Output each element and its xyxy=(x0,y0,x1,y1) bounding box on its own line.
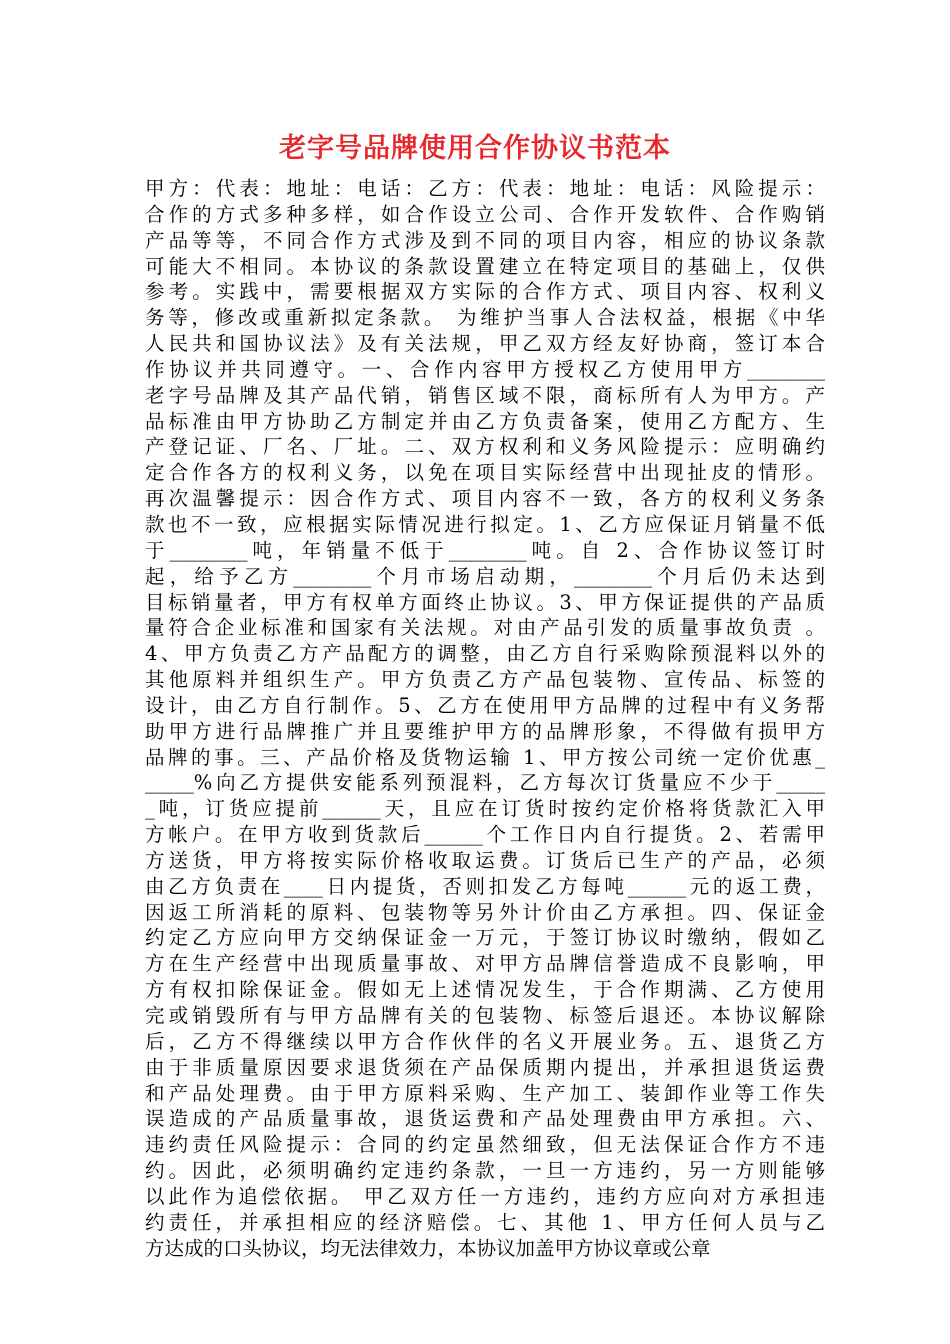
body-line: 务等，修改或重新拟定条款。 为维护当事人合法权益，根据《中华 xyxy=(145,306,825,330)
body-line: 后，乙方不得继续以甲方合作伙伴的名义开展业务。五、退货乙方 xyxy=(145,1029,825,1053)
body-line: 4、甲方负责乙方产品配方的调整，由乙方自行采购除预混料以外的 xyxy=(145,642,825,666)
body-line: 品标准由甲方协助乙方制定并由乙方负责备案，使用乙方配方、生 xyxy=(145,409,825,433)
body-line: 款也不一致，应根据实际情况进行拟定。1、乙方应保证月销量不低 xyxy=(145,512,825,536)
body-line: _____%向乙方提供安能系列预混料，乙方每次订货量应不少于_____ xyxy=(145,771,825,795)
body-line: 以此作为追偿依据。 甲乙双方任一方违约，违约方应向对方承担违 xyxy=(145,1184,825,1208)
body-line: 于________吨，年销量不低于________吨。自 2、合作协议签订时 xyxy=(145,538,825,562)
body-line: 误造成的产品质量事故，退货运费和产品处理费由甲方承担。六、 xyxy=(145,1107,825,1131)
body-line: 参考。实践中，需要根据双方实际的合作方式、项目内容、权利义 xyxy=(145,280,825,304)
body-line: 定合作各方的权利义务，以免在项目实际经营中出现扯皮的情形。 xyxy=(145,461,825,485)
body-line: 方帐户。在甲方收到货款后______个工作日内自行提货。2、若需甲 xyxy=(145,823,825,847)
document-body xyxy=(145,176,825,1261)
body-line: 完或销毁所有与甲方品牌有关的包装物、标签后退还。本协议解除 xyxy=(145,1004,825,1027)
body-line: 产品等等，不同合作方式涉及到不同的项目内容，相应的协议条款 xyxy=(145,228,825,252)
body-line: 作协议并共同遵守。一、合作内容甲方授权乙方使用甲方________ xyxy=(145,357,825,381)
body-line: 方在生产经营中出现质量事故、对甲方品牌信誉造成不良影响，甲 xyxy=(145,952,825,976)
body-line: 和产品处理费。由于甲方原料采购、生产加工、装卸作业等工作失 xyxy=(145,1081,825,1105)
body-line: _吨，订货应提前______天，且应在订货时按约定价格将货款汇入甲 xyxy=(145,797,825,821)
body-line: 可能大不相同。本协议的条款设置建立在特定项目的基础上，仅供 xyxy=(145,254,825,278)
body-line: 方达成的口头协议，均无法律效力，本协议加盖甲方协议章或公章 xyxy=(145,1236,711,1260)
body-line: 合作的方式多种多样，如合作设立公司、合作开发软件、合作购销 xyxy=(145,202,825,226)
body-line: 设计，由乙方自行制作。5、乙方在使用甲方品牌的过程中有义务帮 xyxy=(145,693,825,717)
body-line: 起，给予乙方________个月市场启动期，________个月后仍未达到 xyxy=(145,564,825,588)
body-line: 其他原料并组织生产。甲方负责乙方产品包装物、宣传品、标签的 xyxy=(145,668,825,692)
body-line: 产登记证、厂名、厂址。二、双方权利和义务风险提示：应明确约 xyxy=(145,435,825,459)
body-line: 再次温馨提示：因合作方式、项目内容不一致，各方的权利义务条 xyxy=(145,487,825,511)
body-line: 由乙方负责在____日内提货，否则扣发乙方每吨______元的返工费， xyxy=(145,874,825,898)
document-title: 老字号品牌使用合作协议书范本 xyxy=(279,133,671,164)
body-line: 目标销量者，甲方有权单方面终止协议。3、甲方保证提供的产品质 xyxy=(145,590,825,614)
body-line: 由于非质量原因要求退货须在产品保质期内提出，并承担退货运费 xyxy=(145,1055,825,1079)
body-line: 约。因此，必须明确约定违约条款，一旦一方违约，另一方则能够 xyxy=(145,1159,825,1183)
body-line: 约定乙方应向甲方交纳保证金一万元，于签订协议时缴纳，假如乙 xyxy=(145,926,825,950)
body-line: 方送货，甲方将按实际价格收取运费。订货后已生产的产品，必须 xyxy=(145,848,825,872)
body-line: 量符合企业标准和国家有关法规。对由产品引发的质量事故负责 。 xyxy=(145,616,825,640)
body-line: 约责任，并承担相应的经济赔偿。七、其他 1、甲方任何人员与乙 xyxy=(145,1210,825,1234)
body-line: 违约责任风险提示：合同的约定虽然细致，但无法保证合作方不违 xyxy=(145,1133,825,1157)
body-line: 方有权扣除保证金。假如无上述情况发生，于合作期满、乙方使用 xyxy=(145,978,825,1002)
body-line: 因返工所消耗的原料、包装物等另外计价由乙方承担。四、保证金 xyxy=(145,900,825,924)
body-line: 人民共和国协议法》及有关法规，甲乙双方经友好协商，签订本合 xyxy=(145,332,825,356)
body-line: 甲方：代表：地址：电话：乙方：代表：地址：电话：风险提示： xyxy=(145,177,825,200)
body-line: 老字号品牌及其产品代销，销售区域不限，商标所有人为甲方。产 xyxy=(145,383,825,407)
body-line: 助甲方进行品牌推广并且要维护甲方的品牌形象，不得做有损甲方 xyxy=(145,719,825,743)
body-line: 品牌的事。三、产品价格及货物运输 1、甲方按公司统一定价优惠_ xyxy=(145,745,825,769)
